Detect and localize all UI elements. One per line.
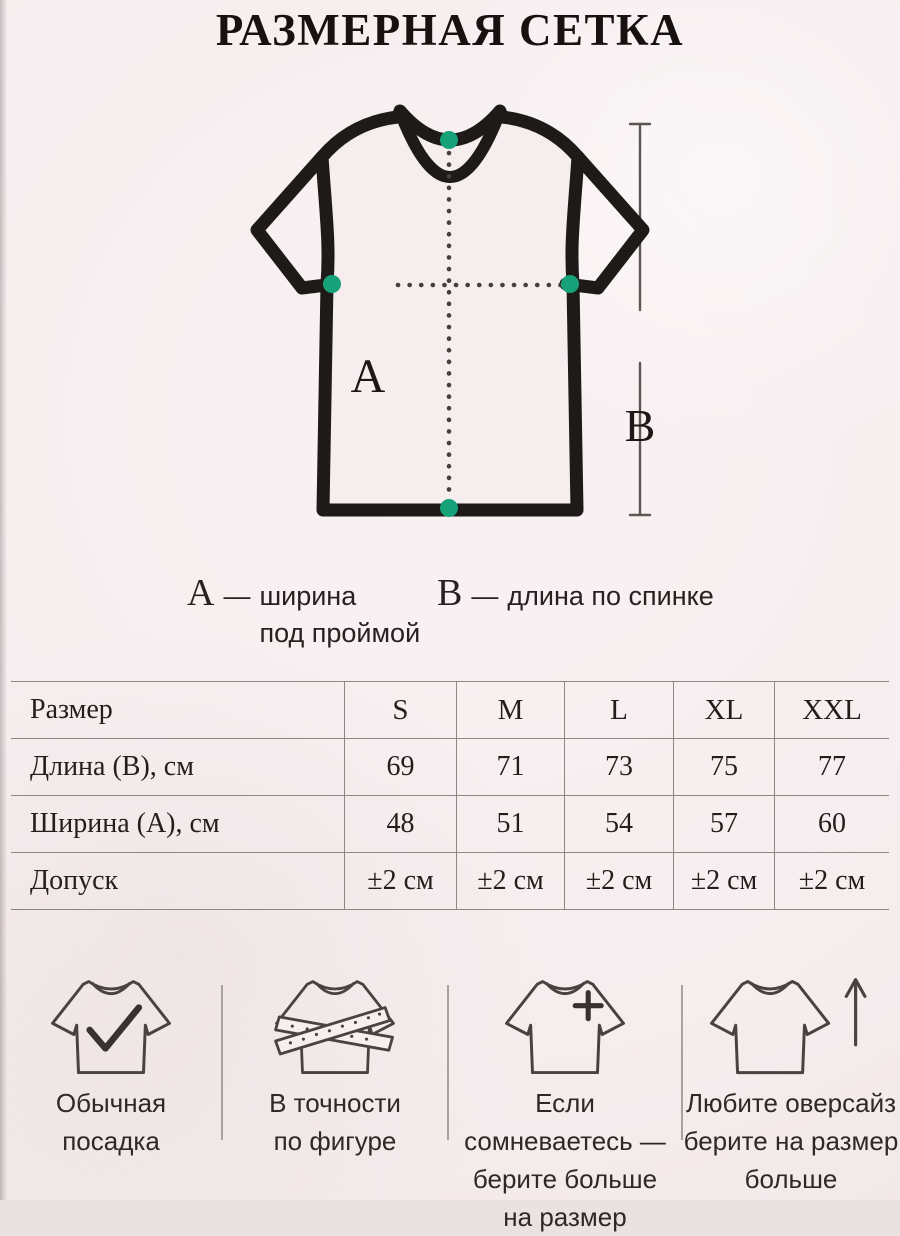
tip-caption: Любите оверсайз берите на размер больше	[683, 1088, 899, 1194]
page-title: РАЗМЕРНАЯ СЕТКА	[215, 5, 685, 55]
width-l: 54	[564, 795, 673, 852]
tolerance-s: ±2 см	[344, 852, 456, 910]
width-xxl: 60	[774, 795, 889, 852]
tolerance-l: ±2 см	[564, 852, 673, 910]
legend-b-text: длина по спинке	[507, 581, 714, 611]
tshirt-tape-icon	[270, 972, 400, 1084]
size-column-m: M	[456, 681, 564, 738]
tips-divider	[221, 985, 223, 1140]
tip-oversize	[682, 950, 900, 1236]
length-m: 71	[456, 738, 564, 795]
size-column-s: S	[344, 681, 456, 738]
right-armpit-point	[561, 275, 579, 293]
left-armpit-point	[323, 275, 341, 293]
neck-point	[440, 131, 458, 149]
tshirt-check-icon	[46, 972, 176, 1084]
size-column-l: L	[564, 681, 673, 738]
tip-caption: В точности по фигуре	[269, 1088, 401, 1156]
size-column-xl: XL	[673, 681, 774, 738]
legend-b-letter: В	[437, 572, 463, 614]
legend-length	[437, 571, 714, 615]
legend-a-line1: ширина	[259, 581, 357, 611]
size-column-xxl: XXL	[774, 681, 889, 738]
tips-divider	[681, 985, 683, 1140]
legend-b-dash: —	[471, 581, 499, 611]
fit-tips	[0, 950, 900, 1232]
size-table	[11, 681, 889, 910]
tips-divider	[447, 985, 449, 1140]
tip-caption: Обычная посадка	[55, 1088, 167, 1156]
measure-b-label: B	[624, 400, 656, 451]
tshirt-arrow-icon	[705, 972, 877, 1084]
width-m: 51	[456, 795, 564, 852]
size-table-header-label: Размер	[11, 681, 344, 738]
row-tolerance-label: Допуск	[11, 852, 344, 910]
length-l: 73	[564, 738, 673, 795]
tolerance-xxl: ±2 см	[774, 852, 889, 910]
measure-a-label: A	[350, 350, 386, 403]
hem-point	[440, 499, 458, 517]
length-s: 69	[344, 738, 456, 795]
length-xl: 75	[673, 738, 774, 795]
tolerance-xl: ±2 см	[673, 852, 774, 910]
tip-take-bigger	[448, 950, 682, 1236]
length-xxl: 77	[774, 738, 889, 795]
tip-exact-fit	[222, 950, 448, 1236]
tolerance-m: ±2 см	[456, 852, 564, 910]
tshirt-measurement-diagram	[0, 95, 900, 565]
legend-a-letter: А	[187, 572, 215, 614]
legend-width	[187, 571, 420, 652]
legend-a-line2: под проймой	[259, 618, 421, 648]
tshirt-body-outline	[322, 111, 578, 510]
tip-regular-fit	[0, 950, 222, 1236]
width-s: 48	[344, 795, 456, 852]
measure-line-b	[630, 124, 650, 515]
up-arrow	[846, 980, 865, 1045]
row-width-label: Ширина (А), см	[11, 795, 344, 852]
row-length-label: Длина (В), см	[11, 738, 344, 795]
width-xl: 57	[673, 795, 774, 852]
tip-caption: Если сомневаетесь — берите больше на размер	[464, 1088, 666, 1232]
tshirt-plus-icon	[500, 972, 630, 1084]
label-a-backplate	[340, 259, 394, 309]
tshirt-drawing	[0, 95, 900, 565]
legend-a-dash: —	[223, 581, 251, 611]
